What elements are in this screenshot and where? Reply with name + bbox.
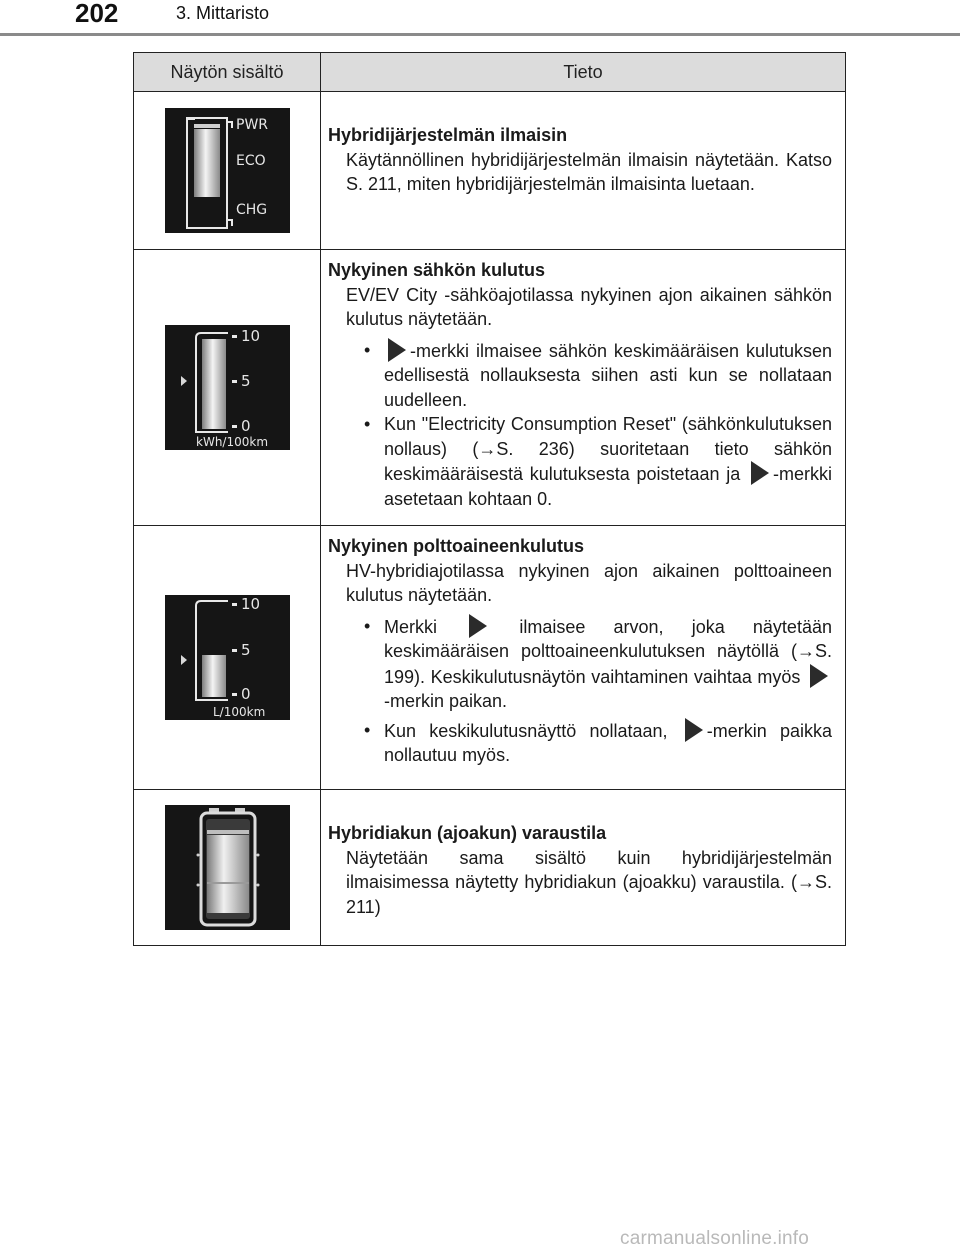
table-row [134, 250, 845, 526]
info-cell [321, 526, 845, 789]
info-cell [321, 92, 845, 249]
scale-label-0: 0 [240, 417, 251, 435]
page-header [0, 0, 960, 40]
average-marker-icon [751, 461, 769, 485]
item-description: EV/EV City -sähköajotilassa nykyinen ajon aikainen sähkön kulutus näytetään. [346, 284, 832, 329]
item-description: Näytetään sama sisältö kuin hybridijärjestelmän ilmaisimessa näytetty hybridiakun (ajoakku) varaustila. (→S. 211) [346, 847, 832, 917]
table-row [134, 790, 845, 945]
item-title: Nykyinen sähkön kulutus [328, 260, 546, 280]
list-item: • Merkki ilmaisee arvon, joka näytetään keskimääräisen polttoaineenkulutuksen näytöllä (→S. 199). Keskikulutusnäytön vaihtaminen vaihtaa myös -merkin paikan. [364, 614, 832, 714]
list-item: • -merkki ilmaisee sähkön keskimääräisen kulutuksen edellisestä nollauksesta siihen asti kun se nollataan uudelleen. [364, 338, 832, 413]
column-header-display-content: Näytön sisältö [134, 53, 321, 91]
page-number: 202 [75, 0, 119, 28]
scale-label-5: 5 [240, 641, 251, 659]
info-cell [321, 250, 845, 525]
pwr-label: PWR [235, 117, 268, 133]
average-marker-icon [810, 664, 828, 688]
item-description: HV-hybridiajotilassa nykyinen ajon aikainen polttoaineen kulutus näytetään. [346, 560, 832, 605]
table-header [134, 53, 845, 92]
fuel-consumption-gauge-icon [165, 595, 290, 720]
scale-label-10: 10 [240, 327, 260, 345]
scale-label-0: 0 [240, 685, 251, 703]
average-marker-icon [685, 718, 703, 742]
item-description: Käytännöllinen hybridijärjestelmän ilmaisin näytetään. Katso S. 211, miten hybridijärjestelmän ilmaisinta luetaan. [346, 149, 832, 194]
item-title: Hybridijärjestelmän ilmaisin [328, 125, 568, 145]
display-image-cell [134, 790, 321, 945]
table-row [134, 92, 845, 250]
item-title: Nykyinen polttoaineenkulutus [328, 536, 585, 556]
header-divider [0, 33, 960, 36]
scale-label-10: 10 [240, 595, 260, 613]
chapter-title: 3. Mittaristo [176, 3, 270, 23]
info-cell [321, 790, 845, 945]
display-image-cell [134, 250, 321, 525]
table-row [134, 526, 845, 790]
unit-label: kWh/100km [195, 435, 268, 449]
average-marker-icon [469, 614, 487, 638]
info-table [133, 52, 846, 946]
bullet-list [328, 338, 832, 512]
average-marker-icon [388, 338, 406, 362]
hybrid-system-indicator-icon [165, 108, 290, 233]
watermark: carmanualsonline.info [620, 1228, 810, 1249]
scale-label-5: 5 [240, 372, 251, 390]
list-item: • Kun keskikulutusnäyttö nollataan, -merkin paikka nollautuu myös. [364, 718, 832, 768]
display-image-cell [134, 92, 321, 249]
list-item: • Kun "Electricity Consumption Reset" (sähkönkulutuksen nollaus) (→S. 236) suoritetaan tieto sähkön keskimääräisestä kulutuksesta poistetaan ja -merkki asetetaan kohtaan 0. [364, 412, 832, 511]
display-image-cell [134, 526, 321, 789]
item-title: Hybridiakun (ajoakun) varaustila [328, 823, 607, 843]
electricity-consumption-gauge-icon [165, 325, 290, 450]
hybrid-battery-charge-icon [165, 805, 290, 930]
column-header-info: Tieto [563, 61, 603, 82]
bullet-list [328, 614, 832, 768]
unit-label: L/100km [212, 705, 265, 719]
chg-label: CHG [235, 202, 267, 218]
eco-label: ECO [235, 153, 266, 169]
